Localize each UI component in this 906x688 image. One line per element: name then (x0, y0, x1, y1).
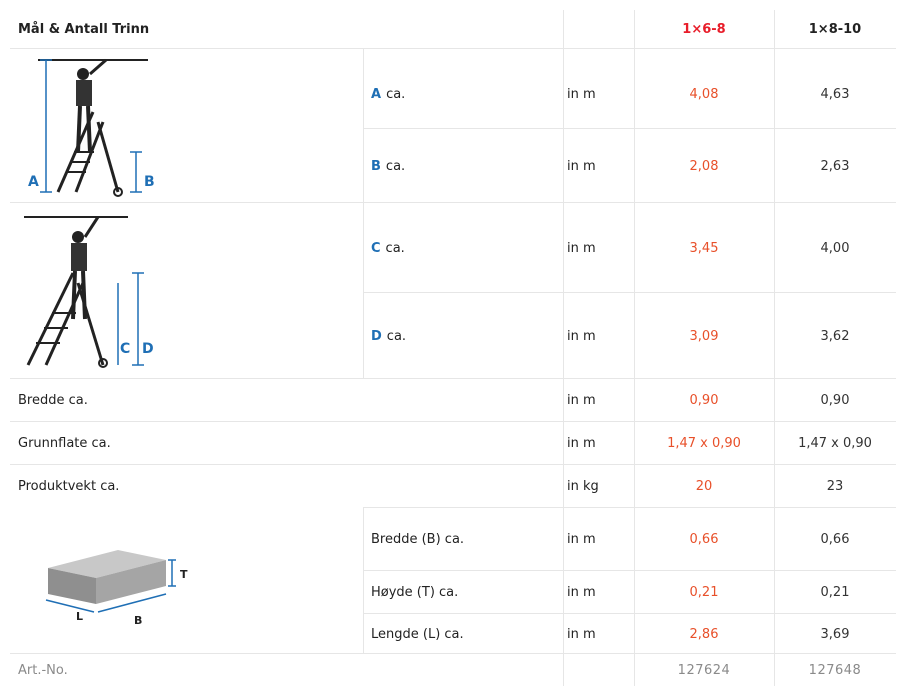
variant-header-2: 1×8-10 (808, 21, 862, 37)
row-value-1: 2,86 (689, 626, 719, 642)
spec-table (10, 10, 896, 686)
row-value-2: 1,47 x 0,90 (798, 436, 872, 451)
dimension-label-a: A (28, 174, 39, 190)
table-title: Mål & Antall Trinn (18, 21, 150, 37)
table-row (10, 464, 896, 508)
row-unit: in m (567, 532, 596, 547)
row-value-2: 3,62 (820, 328, 850, 344)
artno-value-2: 127648 (808, 663, 862, 678)
row-label: Høyde (T) ca. (371, 585, 459, 600)
row-divider (10, 48, 363, 49)
row-label: Lengde (L) ca. (371, 626, 464, 642)
box-label-b: B (134, 614, 143, 627)
row-label: Bredde (B) ca. (371, 532, 465, 547)
row-value-1: 0,66 (689, 532, 719, 547)
dimension-label-d: D (142, 341, 154, 357)
row-unit: in m (567, 585, 596, 600)
row-label (363, 49, 405, 139)
row-value-1: 3,09 (689, 328, 719, 344)
row-value-2: 0,90 (820, 393, 850, 408)
row-value-1: 2,08 (689, 158, 719, 174)
row-label-text: ca. (386, 328, 407, 344)
table-row (10, 653, 896, 687)
row-unit: in m (567, 436, 596, 451)
row-value-2: 0,66 (820, 532, 850, 547)
row-letter: C (371, 240, 381, 256)
artno-value-1: 127624 (677, 663, 731, 678)
row-unit: in m (567, 158, 596, 174)
table-row (363, 507, 896, 571)
row-value-1: 3,45 (689, 240, 719, 256)
package-figure (18, 520, 358, 646)
row-letter: D (371, 328, 382, 344)
row-value-2: 3,69 (820, 626, 850, 642)
table-row (10, 202, 896, 293)
box-label-l: L (76, 610, 84, 623)
row-unit: in m (567, 626, 596, 642)
row-value-2: 4,00 (820, 240, 850, 256)
table-row (363, 48, 896, 139)
box-label-t: T (180, 568, 188, 581)
row-label (363, 293, 406, 379)
row-letter: A (371, 86, 382, 102)
row-unit: in m (567, 86, 596, 102)
row-value-2: 23 (826, 479, 844, 494)
table-row (363, 613, 896, 654)
row-unit: in m (567, 328, 596, 344)
row-unit: in kg (567, 479, 599, 494)
row-label-text: ca. (385, 158, 406, 174)
table-row (10, 378, 896, 422)
row-unit: in m (567, 240, 596, 256)
row-label: Produktvekt ca. (18, 479, 120, 494)
ladder-diagram-ab (18, 52, 358, 202)
variant-header-1: 1×6-8 (682, 21, 726, 37)
row-value-1: 0,21 (689, 585, 719, 600)
row-label: Bredde ca. (18, 393, 88, 408)
row-unit: in m (567, 393, 596, 408)
table-row (363, 292, 896, 379)
row-value-2: 0,21 (820, 585, 850, 600)
package-diagram (18, 520, 358, 646)
table-row (363, 570, 896, 614)
row-value-1: 1,47 x 0,90 (667, 436, 741, 451)
table-row (363, 128, 896, 203)
ladder-figure-ab (18, 52, 358, 202)
artno-label: Art.-No. (18, 663, 68, 678)
row-label: Grunnflate ca. (18, 436, 111, 451)
row-label-text: ca. (386, 86, 406, 102)
row-value-1: 20 (695, 479, 713, 494)
table-header (10, 10, 896, 48)
dimension-label-b: B (144, 174, 155, 190)
row-value-1: 4,08 (689, 86, 719, 102)
row-value-2: 2,63 (820, 158, 850, 174)
row-value-1: 0,90 (689, 393, 719, 408)
row-label (363, 203, 405, 293)
dimension-label-c: C (120, 341, 131, 357)
row-label-text: ca. (385, 240, 405, 256)
row-label (363, 129, 405, 203)
table-row (10, 421, 896, 465)
row-value-2: 4,63 (820, 86, 850, 102)
row-letter: B (371, 158, 381, 174)
